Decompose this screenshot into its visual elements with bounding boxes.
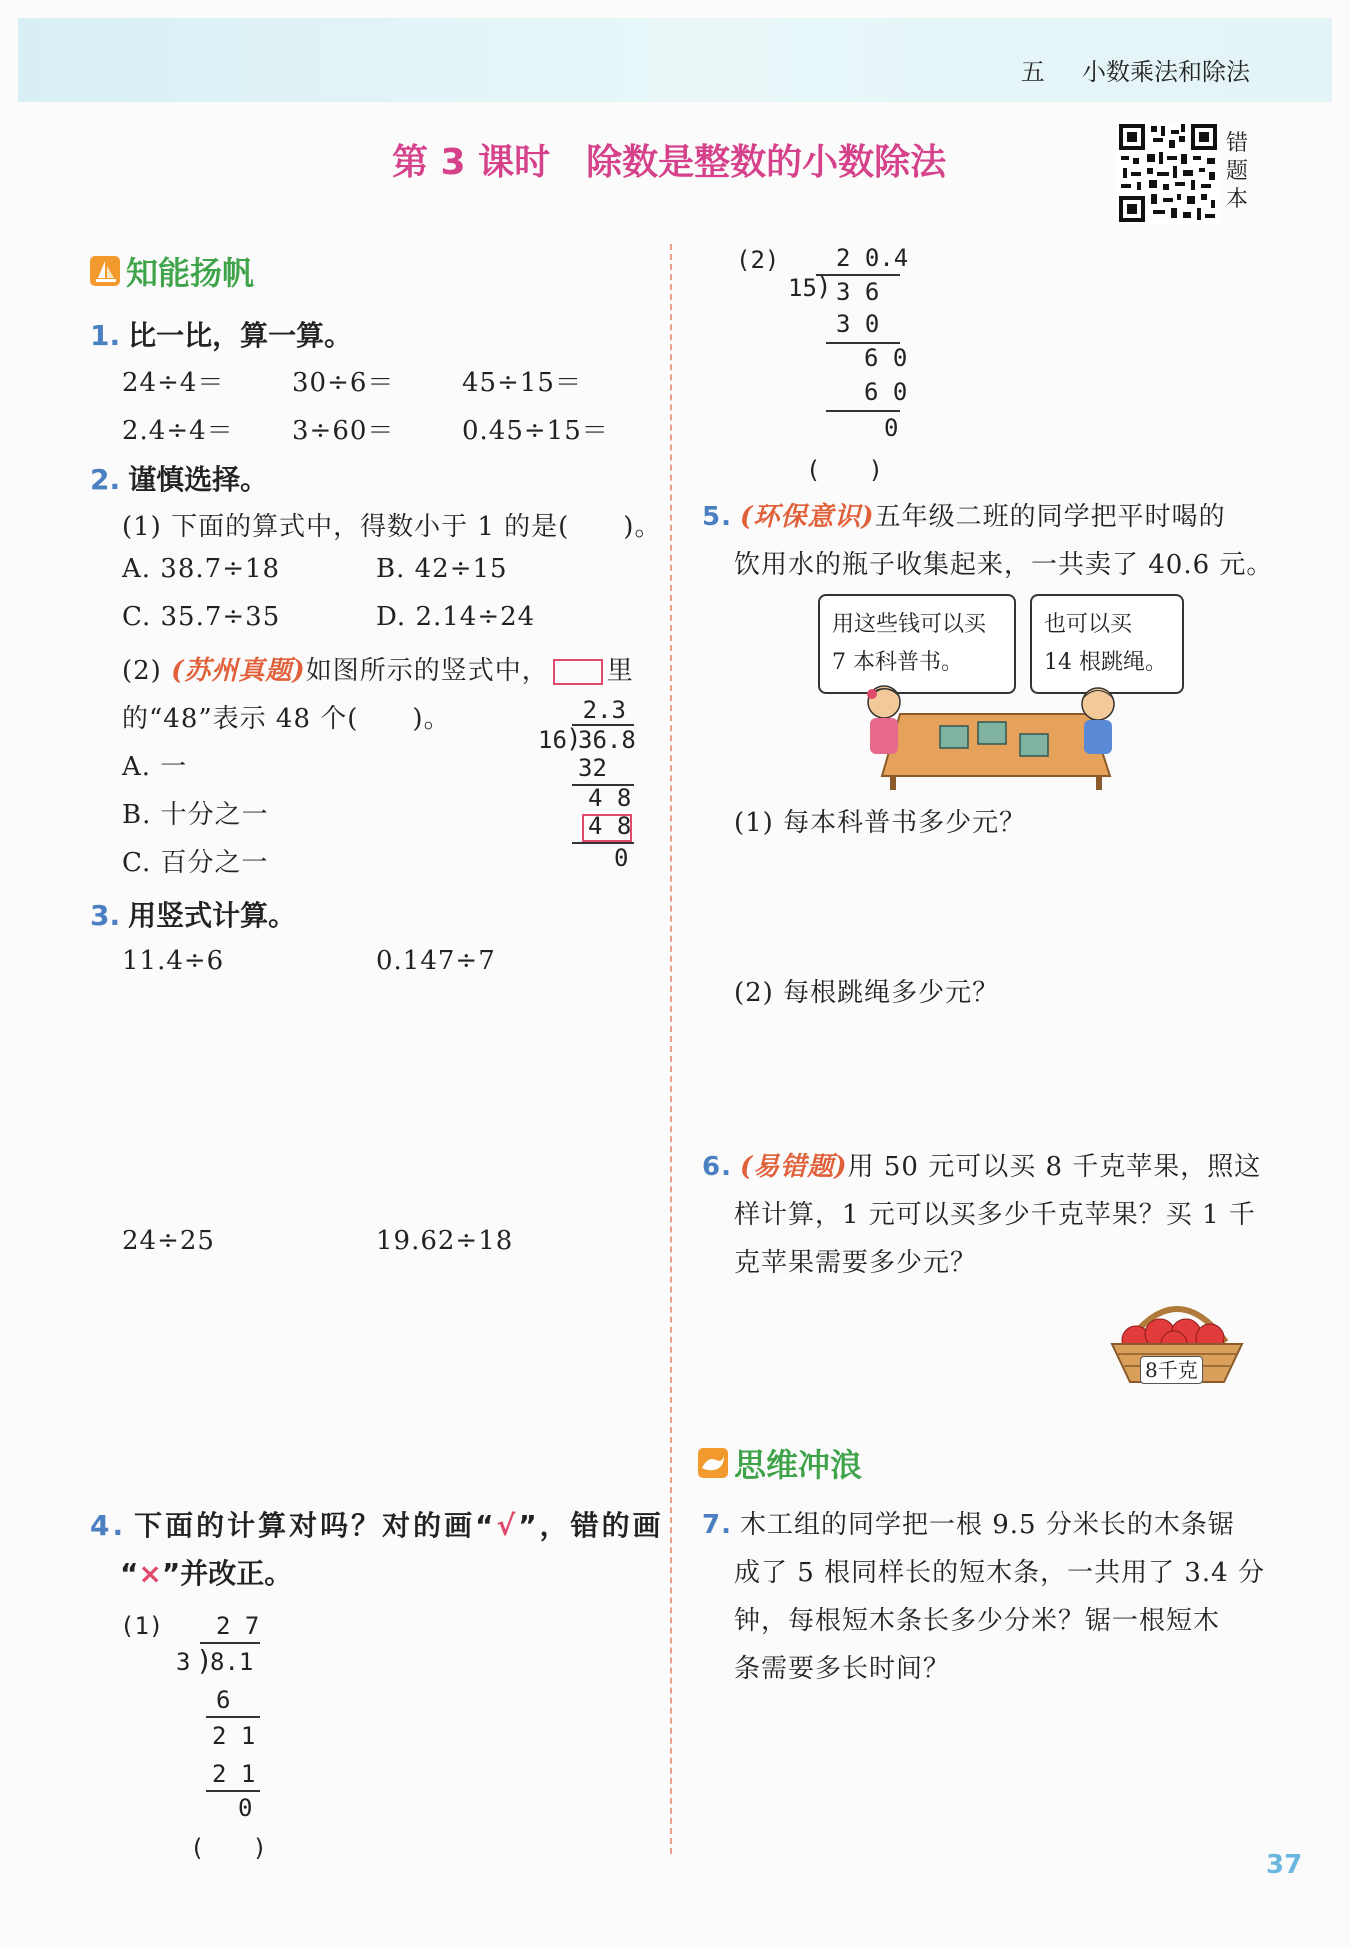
unit-number: 五 — [1020, 58, 1045, 86]
q6-line1: 6. (易错题)用 50 元可以买 8 千克苹果，照这 — [702, 1152, 1262, 1182]
section-title-siwei — [698, 1440, 862, 1486]
kids-table-illustration — [860, 680, 1120, 790]
q1-heading — [90, 314, 352, 354]
q2-option[interactable]: B. 十分之一 — [122, 800, 269, 830]
q2-option[interactable]: B. 42÷15 — [376, 554, 508, 584]
step: 32 — [578, 754, 607, 782]
q6-line3: 克苹果需要多少元？ — [734, 1248, 978, 1278]
q1-item: 24÷4＝ — [122, 368, 225, 398]
q5-number: 5. — [702, 502, 732, 532]
q7-line1: 7. 木工组的同学把一根 9.5 分米长的木条锯 — [702, 1510, 1235, 1540]
q7-number: 7. — [702, 1510, 732, 1540]
q4-heading-line1: 4. 下面的计算对吗？对的画“√”，错的画 — [90, 1509, 664, 1542]
qr-code[interactable] — [1117, 122, 1219, 224]
answer-paren[interactable]: ( ) — [806, 456, 883, 484]
q2-option[interactable]: A. 一 — [122, 752, 188, 782]
speech-bubble-books: 用这些钱可以买 7 本科普书。 — [818, 594, 1016, 694]
q2-long-division: 2.3 16 ) 36.8 32 4 8 4 8 0 — [538, 696, 636, 872]
q2-option[interactable]: C. 35.7÷35 — [122, 602, 281, 632]
q3-item: 24÷25 — [122, 1226, 215, 1256]
q5-line1: 5. (环保意识)五年级二班的同学把平时喝的 — [702, 502, 1226, 532]
q3-item: 11.4÷6 — [122, 946, 225, 976]
q3-number: 3. — [90, 899, 121, 932]
dividend: 8.1 — [210, 1648, 254, 1676]
q2-option[interactable]: A. 38.7÷18 — [122, 554, 281, 584]
step: 0 — [614, 844, 629, 872]
divisor: 3 — [176, 1648, 191, 1676]
q2-part1: (1) 下面的算式中，得数小于 1 的是( )。 — [122, 512, 662, 542]
step: 2 1 — [212, 1760, 256, 1788]
q2-heading — [90, 458, 268, 498]
q2-option[interactable]: D. 2.14÷24 — [376, 602, 536, 632]
column-divider — [670, 244, 672, 1854]
highlight-box-icon — [553, 659, 603, 685]
divisor: 15 — [788, 274, 817, 302]
answer-paren[interactable]: ( ) — [190, 1834, 267, 1862]
step: 3 0 — [836, 310, 880, 338]
dividend: 36.8 — [578, 726, 636, 754]
section-title-zhineng — [90, 248, 254, 294]
q3-heading — [90, 894, 296, 934]
dividend: 3 6 — [836, 278, 880, 306]
q2-number: 2. — [90, 463, 121, 496]
q5-sub2: (2) 每根跳绳多少元？ — [734, 978, 1000, 1008]
step: 0 — [884, 414, 899, 442]
q2-option[interactable]: C. 百分之一 — [122, 848, 269, 878]
quotient: 2 0.4 — [836, 244, 909, 272]
q1-item: 3÷60＝ — [292, 416, 395, 446]
step: 6 0 — [864, 378, 908, 406]
check-icon: √ — [496, 1509, 519, 1542]
q2-part2-line1: (2) (苏州真题)如图所示的竖式中， 里 — [122, 656, 634, 686]
unit-title: 小数乘法和除法 — [1082, 58, 1250, 86]
q5-tag: (环保意识) — [739, 502, 875, 532]
q3-title: 用竖式计算。 — [128, 899, 297, 932]
sail-icon — [90, 256, 120, 286]
apple-basket-icon — [1104, 1290, 1250, 1390]
divisor: 16 — [538, 726, 567, 754]
step: 4 8 — [588, 784, 632, 812]
q4-division-1: (1) 2 7 3 ) 8.1 6 2 1 2 1 0 ( ) — [120, 1612, 267, 1862]
wave-icon — [698, 1448, 728, 1478]
q2-tag: (苏州真题) — [171, 656, 306, 686]
section-title-text: 知能扬帆 — [126, 254, 255, 292]
q1-item: 0.45÷15＝ — [462, 416, 609, 446]
q4-heading-line2: “×”并改正。 — [120, 1557, 293, 1590]
cross-icon: × — [138, 1557, 162, 1590]
q3-item: 19.62÷18 — [376, 1226, 514, 1256]
q4-division-2: (2) 2 0.4 15 ) 3 6 3 0 6 0 6 0 0 ( ) — [736, 244, 909, 484]
q1-item: 2.4÷4＝ — [122, 416, 234, 446]
q7-line3: 钟，每根短木条长多少分米？锯一根短木 — [734, 1606, 1221, 1636]
q1-item: 45÷15＝ — [462, 368, 582, 398]
q1-title: 比一比，算一算。 — [128, 319, 353, 352]
q4-label: (2) — [736, 246, 780, 274]
lesson-title: 第 3 课时 除数是整数的小数除法 — [392, 142, 947, 183]
speech-bubble-ropes: 也可以买 14 根跳绳。 — [1030, 594, 1184, 694]
q2-part2-line2: 的“48”表示 48 个( )。 — [122, 704, 451, 734]
section-title-text: 思维冲浪 — [734, 1446, 863, 1484]
step: 6 — [216, 1686, 231, 1714]
q4-label: (1) — [120, 1612, 164, 1640]
quotient: 2.3 — [582, 696, 626, 724]
page-number: 37 — [1266, 1850, 1303, 1880]
q6-number: 6. — [702, 1152, 732, 1182]
q2-title: 谨慎选择。 — [128, 463, 269, 496]
q7-line2: 成了 5 根同样长的短木条，一共用了 3.4 分 — [734, 1558, 1265, 1588]
q6-tag: (易错题) — [739, 1152, 848, 1182]
quotient: 2 7 — [216, 1612, 260, 1640]
q1-item: 30÷6＝ — [292, 368, 395, 398]
unit-header — [1021, 52, 1250, 87]
q4-number: 4. — [90, 1509, 127, 1542]
q6-line2: 样计算，1 元可以买多少千克苹果？买 1 千 — [734, 1200, 1256, 1230]
step: 0 — [238, 1794, 253, 1822]
q7-line4: 条需要多长时间？ — [734, 1654, 951, 1684]
q3-item: 0.147÷7 — [376, 946, 496, 976]
qr-label: 错题本 — [1226, 131, 1249, 212]
step: 6 0 — [864, 344, 908, 372]
step: 2 1 — [212, 1722, 256, 1750]
q5-line2: 饮用水的瓶子收集起来，一共卖了 40.6 元。 — [734, 550, 1274, 580]
basket-label: 8千克 — [1140, 1356, 1203, 1384]
step: 4 8 — [588, 812, 632, 840]
q5-sub1: (1) 每本科普书多少元？ — [734, 808, 1027, 838]
q1-number: 1. — [90, 319, 121, 352]
